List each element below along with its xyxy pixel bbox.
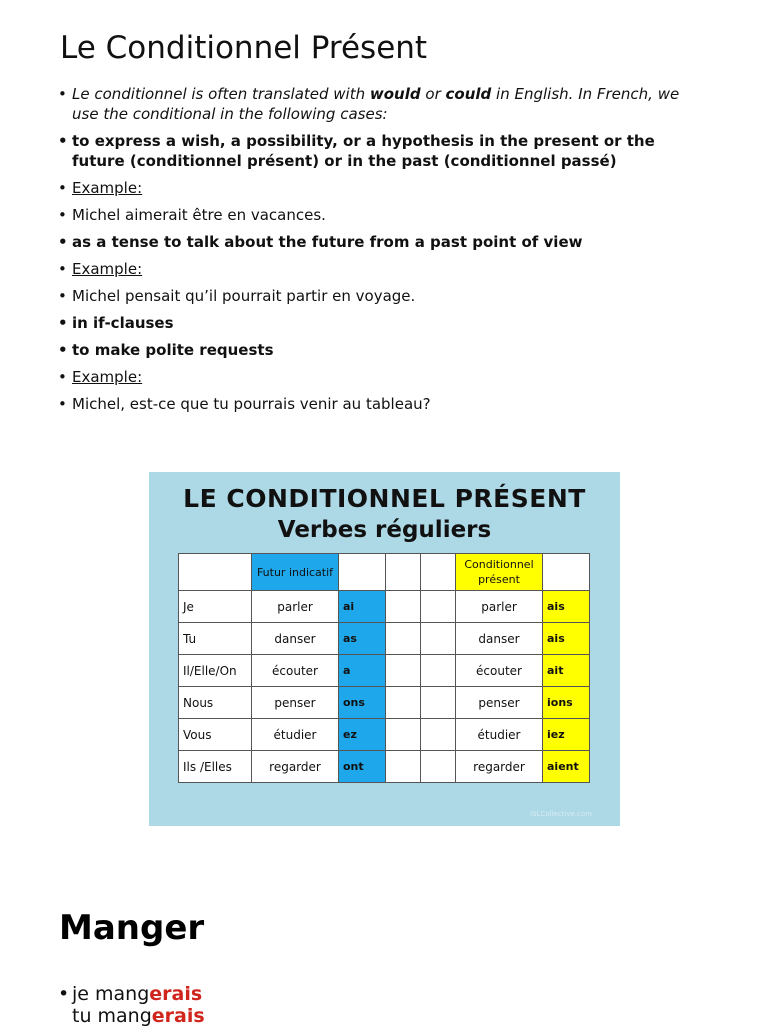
list-item: tu mangerais	[72, 1005, 205, 1027]
page-title: Le Conditionnel Présent	[60, 30, 428, 66]
example-label: • Example:	[58, 178, 698, 198]
case-wish-bullet: • to express a wish, a possibility, or a hypothesis in the present or the future (conditionnel présent) or in the past (conditionnel passé)	[58, 131, 698, 171]
figure-title: LE CONDITIONNEL PRÉSENT	[183, 484, 586, 513]
bullet-list	[58, 84, 698, 421]
conjugation-table	[178, 553, 590, 783]
table-row: Je parler ai parler ais	[179, 591, 590, 623]
list-item: • je mangerais	[58, 983, 205, 1005]
example-sentence: • Michel, est-ce que tu pourrais venir au tableau?	[58, 394, 698, 414]
case-polite-bullet: • to make polite requests	[58, 340, 698, 360]
intro-text: Le conditionnel is often translated with	[72, 85, 370, 103]
table-row: Il/Elle/On écouter a écouter ait	[179, 655, 590, 687]
case-future-bullet: • as a tense to talk about the future from a past point of view	[58, 232, 698, 252]
table-header-row	[179, 554, 590, 591]
futur-header: Futur indicatif	[252, 554, 339, 591]
example-label: • Example:	[58, 367, 698, 387]
case-if-clauses-bullet: • in if-clauses	[58, 313, 698, 333]
conjugation-figure	[149, 472, 620, 826]
could-word: could	[445, 85, 492, 103]
would-word: would	[369, 85, 421, 103]
table-row: Nous penser ons penser ions	[179, 687, 590, 719]
table-row: Vous étudier ez étudier iez	[179, 719, 590, 751]
manger-conjugation-list	[58, 983, 205, 1027]
example-sentence: • Michel aimerait être en vacances.	[58, 205, 698, 225]
section-title-manger: Manger	[59, 908, 205, 948]
figure-subtitle: Verbes réguliers	[277, 517, 492, 543]
intro-bullet	[58, 84, 698, 124]
conditionnel-header: Conditionnel présent	[456, 554, 543, 591]
intro-text: or	[420, 85, 446, 103]
watermark: iSLCollective.com	[530, 810, 592, 818]
intro-text: in English. In French, we use the conditional in the following cases:	[72, 85, 680, 123]
table-row: Tu danser as danser ais	[179, 623, 590, 655]
example-label: • Example:	[58, 259, 698, 279]
table-row: Ils /Elles regarder ont regarder aient	[179, 751, 590, 783]
example-sentence: • Michel pensait qu’il pourrait partir en voyage.	[58, 286, 698, 306]
